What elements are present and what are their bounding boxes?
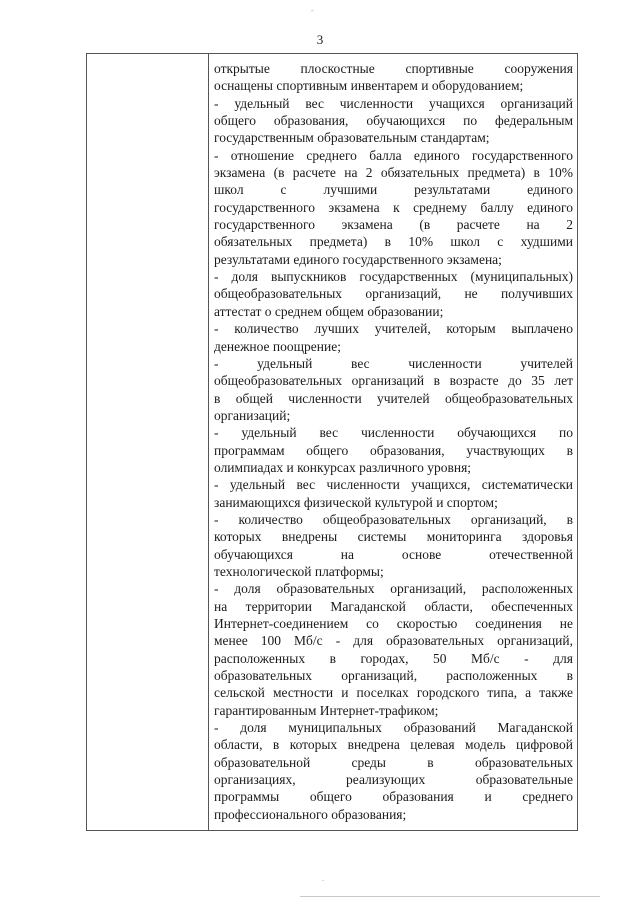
- indicator-line: обучающихся на основе отечественной: [214, 546, 573, 562]
- page-number: 3: [316, 32, 324, 47]
- indicator-line: олимпиадах и конкурсах различного уровня;: [214, 459, 472, 475]
- indicator-line: расположенных в городах, 50 Мб/с - для: [214, 650, 573, 666]
- indicator-line: аттестат о среднем общем образовании;: [214, 303, 444, 319]
- indicator-line: открытые плоскостные спортивные сооружения: [214, 61, 573, 76]
- indicator-line: гарантированным Интернет-трафиком;: [214, 702, 439, 718]
- indicator-line: - доля муниципальных образований Магаданской: [214, 720, 573, 736]
- indicator-line: денежное поощрение;: [214, 338, 341, 354]
- indicator-line: которых внедрены системы мониторинга здоровья: [214, 529, 573, 545]
- indicator-line: общего образования, обучающихся по федеральным: [214, 113, 573, 129]
- indicator-item: [214, 60, 573, 95]
- indicator-line: сельской местности и поселках городского типа, а также: [214, 685, 573, 701]
- indicator-line: образовательных организаций, расположенных в: [214, 668, 573, 684]
- indicator-line: - количество лучших учителей, которым выплачено: [214, 321, 573, 337]
- indicator-line: занимающихся физической культурой и спортом;: [214, 494, 498, 510]
- indicator-item: [214, 147, 573, 268]
- indicator-line: оснащены спортивным инвентарем и оборудованием;: [214, 78, 524, 94]
- indicator-line: в общей численности учителей общеобразовательных: [214, 390, 573, 406]
- indicator-line: результатами единого государственного экзамена;: [214, 251, 502, 267]
- indicator-line: общеобразовательных организаций, не получивших: [214, 286, 573, 302]
- indicator-item: [214, 320, 573, 355]
- indicator-item: [214, 580, 573, 719]
- indicator-item: [214, 511, 573, 580]
- indicator-line: - удельный вес численности учителей: [214, 355, 573, 371]
- indicator-line: - доля образовательных организаций, расположенных: [214, 581, 573, 597]
- scan-mark-bottom: .: [322, 874, 324, 883]
- indicator-item: [214, 424, 573, 476]
- indicator-line: на территории Магаданской области, обеспеченных: [214, 598, 573, 614]
- indicator-line: - удельный вес численности учащихся, систематически: [214, 477, 573, 493]
- table-left-cell: [87, 54, 209, 830]
- scan-mark-top: -: [311, 6, 314, 15]
- document-table: [86, 53, 578, 831]
- indicator-item: [214, 95, 573, 147]
- indicator-line: организаций;: [214, 407, 291, 423]
- indicator-item: [214, 476, 573, 511]
- indicator-line: Интернет-соединением со скоростью соединения не: [214, 616, 573, 631]
- indicator-line: организациях, реализующих образовательные: [214, 772, 573, 788]
- indicator-item: [214, 719, 573, 823]
- indicator-line: программы общего образования и среднего: [214, 789, 573, 805]
- indicator-line: государственного экзамена к среднему баллу единого: [214, 199, 573, 215]
- indicator-line: области, в которых внедрена целевая модель цифровой: [214, 737, 573, 753]
- indicator-line: - доля выпускников государственных (муниципальных): [214, 269, 573, 285]
- indicator-line: образовательной среды в образовательных: [214, 754, 573, 770]
- table-right-cell: [209, 54, 577, 830]
- indicator-line: государственного экзамена (в расчете на 2: [214, 217, 573, 233]
- indicator-line: общеобразовательных организаций в возрасте до 35 лет: [214, 373, 573, 389]
- indicator-line: менее 100 Мб/с - для образовательных организаций,: [214, 633, 573, 649]
- indicator-line: обязательных предмета) в 10% школ с худшими: [214, 234, 573, 250]
- indicator-line: школ с лучшими результатами единого: [214, 182, 573, 198]
- indicator-line: государственным образовательным стандартам;: [214, 130, 490, 146]
- indicator-line: - отношение среднего балла единого государственного: [214, 147, 573, 163]
- indicator-line: - удельный вес численности учащихся организаций: [214, 95, 573, 111]
- indicator-line: программам общего образования, участвующих в: [214, 442, 573, 458]
- indicator-line: технологической платформы;: [214, 563, 384, 579]
- indicator-item: [214, 268, 573, 320]
- indicator-line: - количество общеобразовательных организаций, в: [214, 511, 573, 527]
- indicator-line: - удельный вес численности обучающихся по: [214, 425, 573, 441]
- bottom-rule: [300, 896, 600, 897]
- indicator-item: [214, 355, 573, 424]
- indicator-line: экзамена (в расчете на 2 обязательных предмета) в 10%: [214, 165, 573, 181]
- indicator-line: профессионального образования;: [214, 806, 407, 822]
